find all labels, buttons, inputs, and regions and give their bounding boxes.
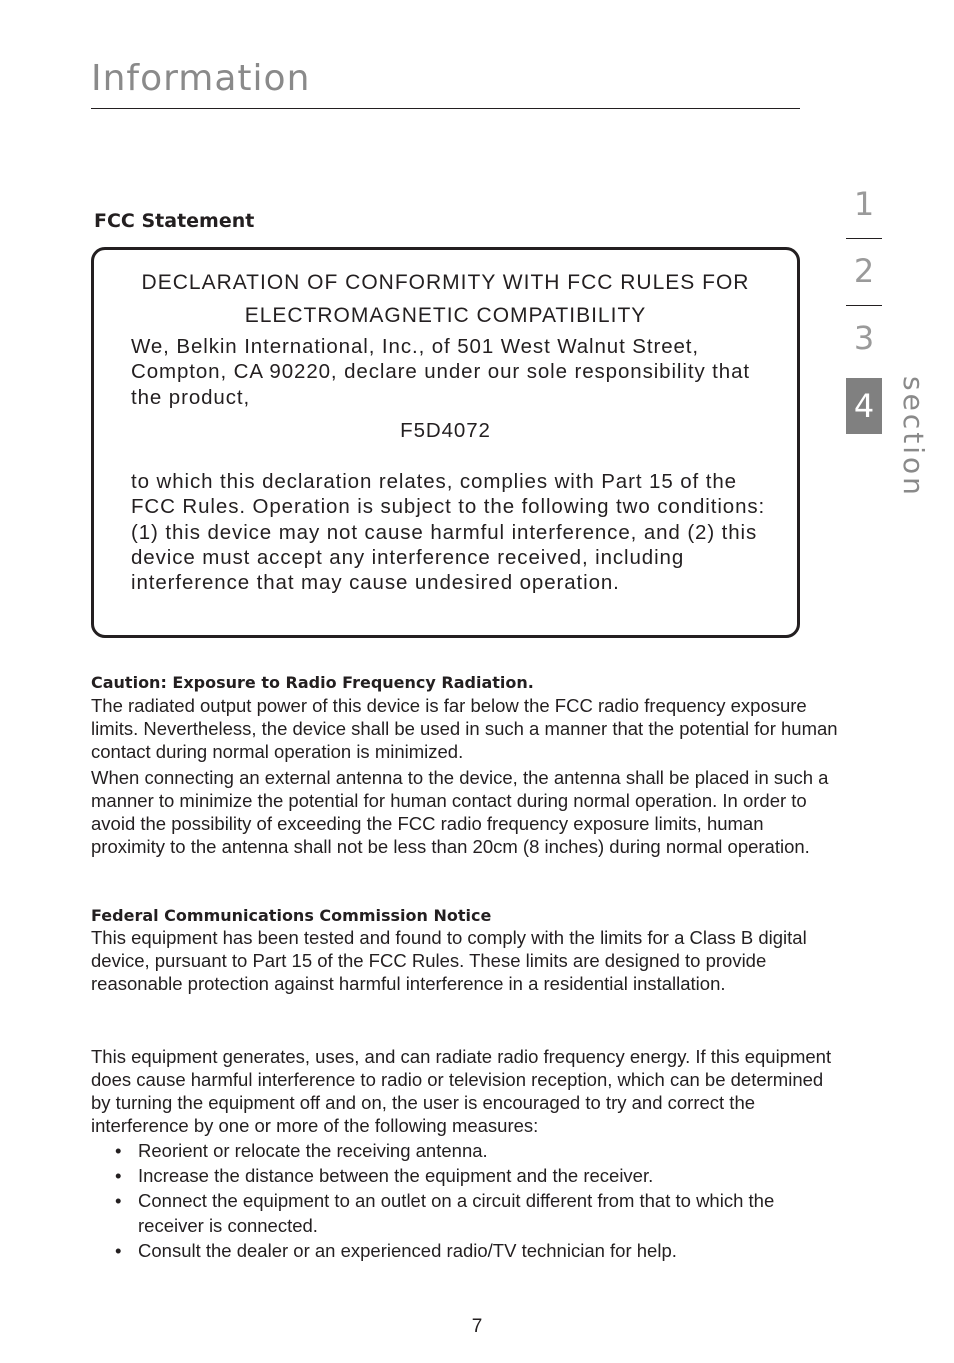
declaration-body: to which this declaration relates, complies with Part 15 of the FCC Rules. Operation is subject to the following two conditions: (1) this device may not cause harmful interference, and (2) this device must accept any interference received, including interference that may cause undesired operation. <box>131 470 766 595</box>
page-number: 7 <box>471 1316 483 1337</box>
section-number-2[interactable]: 2 <box>853 252 875 290</box>
section-number-3[interactable]: 3 <box>853 319 875 357</box>
list-item: • Connect the equipment to an outlet on a circuit different from that to which the receiver is connected. <box>115 1190 775 1236</box>
section-divider <box>846 305 882 306</box>
list-item: • Consult the dealer or an experienced radio/TV technician for help. <box>115 1240 677 1261</box>
section-number-1[interactable]: 1 <box>853 185 875 223</box>
bullet-icon: • <box>115 1240 122 1261</box>
section-label: section <box>897 376 930 498</box>
declaration-intro: We, Belkin International, Inc., of 501 West Walnut Street, Compton, CA 90220, declare under our sole responsibility that the product, <box>131 335 750 409</box>
bullet-icon: • <box>115 1190 122 1211</box>
page-title: Information <box>91 58 311 99</box>
declaration-title-line1: DECLARATION OF CONFORMITY WITH FCC RULES FOR <box>141 271 750 294</box>
fcc-notice-paragraph-1: This equipment has been tested and found to comply with the limits for a Class B digital device, pursuant to Part 15 of the FCC Rules. These limits are designed to provide reasonable protection against harmful interference in a residential installation. <box>91 927 807 994</box>
declaration-product: F5D4072 <box>400 419 491 442</box>
header-divider <box>91 108 800 109</box>
section-divider <box>846 238 882 239</box>
fcc-notice-heading: Federal Communications Commission Notice <box>91 906 492 925</box>
caution-paragraph-1: The radiated output power of this device is far below the FCC radio frequency exposure limits. Nevertheless, the device shall be used in such a manner that the potential for human contact during normal operation is minimized. <box>91 695 838 762</box>
section-number-4-active[interactable]: 4 <box>846 378 882 434</box>
caution-heading: Caution: Exposure to Radio Frequency Radiation. <box>91 673 534 692</box>
bullet-icon: • <box>115 1165 122 1186</box>
caution-paragraph-2: When connecting an external antenna to the device, the antenna shall be placed in such a manner to minimize the potential for human contact during normal operation. In order to avoid the possibility of exceeding the FCC radio frequency exposure limits, human proximity to the antenna shall not be less than 20cm (8 inches) during normal operation. <box>91 767 829 857</box>
fcc-statement-heading: FCC Statement <box>94 210 255 232</box>
measures-list <box>113 1138 833 1263</box>
declaration-box <box>91 247 800 638</box>
declaration-title-line2: ELECTROMAGNETIC COMPATIBILITY <box>244 304 647 327</box>
bullet-icon: • <box>115 1140 122 1161</box>
list-item: • Increase the distance between the equipment and the receiver. <box>115 1165 654 1186</box>
fcc-notice-paragraph-2: This equipment generates, uses, and can radiate radio frequency energy. If this equipment does cause harmful interference to radio or television reception, which can be determined by turning the equipment off and on, the user is encouraged to try and correct the interference by one or more of the following measures: <box>91 1046 832 1136</box>
list-item: • Reorient or relocate the receiving antenna. <box>115 1140 488 1161</box>
